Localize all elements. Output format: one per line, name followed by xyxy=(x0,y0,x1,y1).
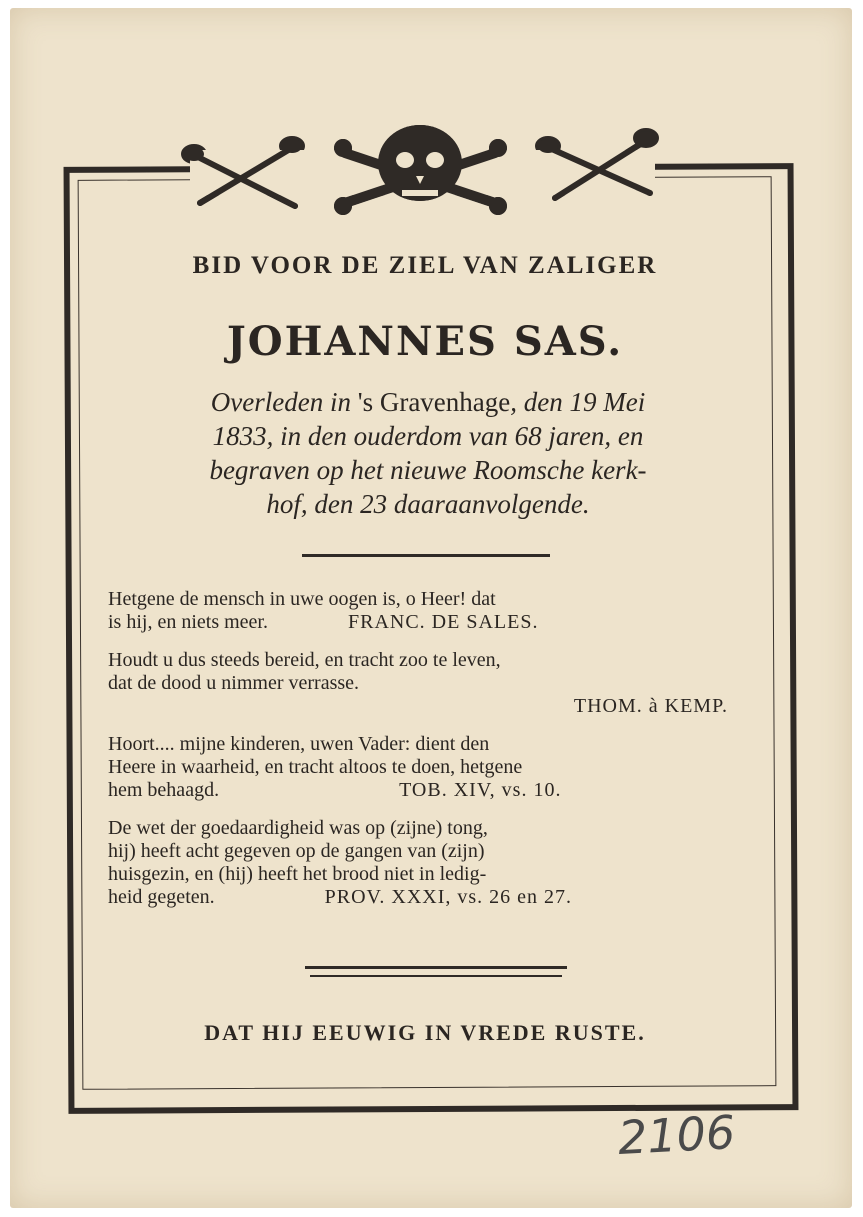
prayer-heading: BID VOOR DE ZIEL VAN ZALIGER xyxy=(192,252,658,279)
quote-1: Hetgene de mensch in uwe oogen is, o Heer! dat is hij, en niets meer. FRANC. DE SALES. xyxy=(108,588,539,633)
death-line-1: Overleden in 's Gravenhage, den 19 Mei xyxy=(210,387,646,417)
catalog-number: 2106 xyxy=(616,1104,737,1166)
quote-attribution: FRANC. DE SALES. xyxy=(347,611,539,633)
divider-rule xyxy=(302,554,550,557)
quotes-section xyxy=(108,588,753,924)
quote-attribution: PROV. XXXI, vs. 26 en 27. xyxy=(324,886,573,908)
death-line-4: hof, den 23 daaraanvolgende. xyxy=(266,489,590,519)
deceased-name: JOHANNES SAS. xyxy=(226,318,624,365)
emblem-overlay xyxy=(180,118,660,218)
quote-4: De wet der goedaardigheid was op (zijne) tong, hij) heeft acht gegeven op de gangen van (zijn) huisgezin, en (hij) heeft het brood niet in ledig- heid gegeten. PROV. XXXI, vs. 26 en 27. xyxy=(108,817,573,908)
quote-attribution: THOM. à KEMP. xyxy=(573,695,728,717)
double-rule-bottom xyxy=(310,975,562,977)
double-rule-top xyxy=(305,966,567,969)
quote-3: Hoort.... mijne kinderen, uwen Vader: dient den Heere in waarheid, en tracht altoos te doen, hetgene hem behaagd. TOB. XIV, vs. 10. xyxy=(108,733,562,801)
death-line-3: begraven op het nieuwe Roomsche kerk- xyxy=(209,455,647,485)
death-notice xyxy=(108,385,748,521)
quote-attribution: TOB. XIV, vs. 10. xyxy=(399,779,562,801)
quote-2: Houdt u dus steeds bereid, en tracht zoo te leven, dat de dood u nimmer verrasse. THOM. à KEMP. xyxy=(108,649,753,718)
closing-prayer: DAT HIJ EEUWIG IN VREDE RUSTE. xyxy=(204,1020,646,1045)
death-line-2: 1833, in den ouderdom van 68 jaren, en xyxy=(212,421,644,451)
